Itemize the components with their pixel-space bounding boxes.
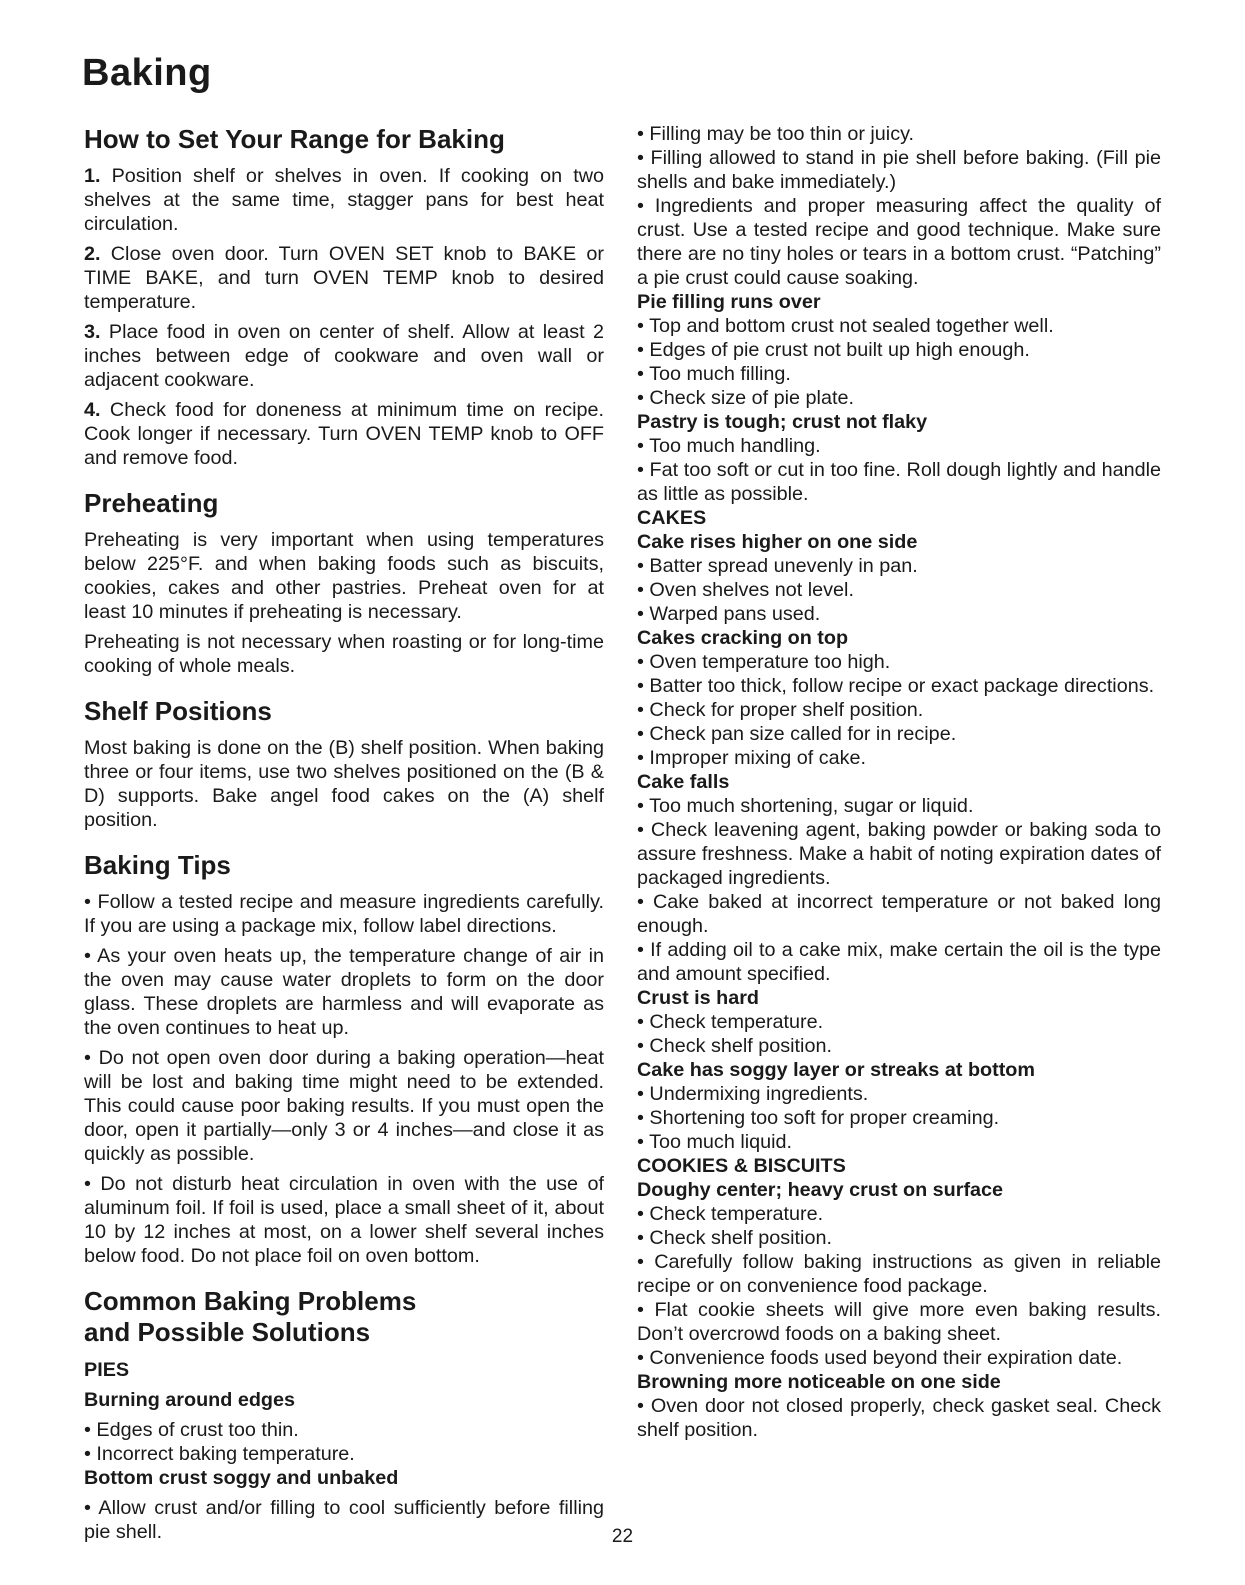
list-item: • Check shelf position. <box>637 1227 832 1249</box>
list-item: • Cake baked at incorrect temperature or not baked long enough. <box>637 891 1161 937</box>
step-4 <box>84 398 604 470</box>
baking-tip: • Do not disturb heat circulation in oven with the use of aluminum foil. If foil is used, place a small sheet of it, about 10 by 12 inches at most, on a lower shelf several inches below food. Do not place foil on oven bottom. <box>84 1173 604 1267</box>
list-item: • Fat too soft or cut in too fine. Roll dough lightly and handle as little as possible. <box>637 459 1161 505</box>
preheating-heading: Preheating <box>84 488 219 518</box>
list-item: • Improper mixing of cake. <box>637 747 867 769</box>
problem-title: Browning more noticeable on one side <box>637 1371 1001 1393</box>
problem-title: Cake falls <box>637 771 730 793</box>
problem-title: Crust is hard <box>637 987 760 1009</box>
bottom-soggy-title: Bottom crust soggy and unbaked <box>84 1467 399 1489</box>
list-item: • Check for proper shelf position. <box>637 699 924 721</box>
set-range-heading: How to Set Your Range for Baking <box>84 124 505 154</box>
step-1 <box>84 164 604 236</box>
list-item: • Edges of crust too thin. <box>84 1419 299 1441</box>
step-number: 1. <box>84 165 101 187</box>
problem-title: Cakes cracking on top <box>637 627 849 649</box>
list-item: • Filling may be too thin or juicy. <box>637 123 915 145</box>
list-item: • Warped pans used. <box>637 603 821 625</box>
baking-tip: • As your oven heats up, the temperature change of air in the oven may cause water droplets to form on the door glass. These droplets are harmless and will evaporate as the oven continues to heat up. <box>84 945 604 1039</box>
list-item: • Top and bottom crust not sealed together well. <box>637 315 1054 337</box>
preheating-paragraph: Preheating is very important when using temperatures below 225°F. and when baking foods such as biscuits, cookies, cakes and other pastries. Preheat oven for at least 10 minutes if preheating is necessary. <box>84 529 604 623</box>
step-text: Position shelf or shelves in oven. If cooking on two shelves at the same time, stagger pans for best heat circulation. <box>84 165 604 235</box>
step-text: Place food in oven on center of shelf. Allow at least 2 inches between edge of cookware and oven wall or adjacent cookware. <box>84 321 604 391</box>
step-2 <box>84 242 604 314</box>
list-item: • Too much liquid. <box>637 1131 793 1153</box>
problem-title: Cake has soggy layer or streaks at bottom <box>637 1059 1035 1081</box>
baking-tip: • Do not open oven door during a baking operation—heat will be lost and baking time might need to be extended. This could cause poor baking results. If you must open the door, open it partially—only 3 or 4 inches—and close it as quickly as possible. <box>84 1047 604 1165</box>
step-number: 3. <box>84 321 101 343</box>
baking-tips-heading: Baking Tips <box>84 850 231 880</box>
shelf-positions-heading: Shelf Positions <box>84 696 272 726</box>
step-number: 4. <box>84 399 101 421</box>
list-item: • Shortening too soft for proper creaming. <box>637 1107 1000 1129</box>
step-text: Close oven door. Turn OVEN SET knob to BAKE or TIME BAKE, and turn OVEN TEMP knob to desired temperature. <box>84 243 604 313</box>
problems-heading-line: Common Baking Problems <box>84 1286 417 1316</box>
list-item: • Oven door not closed properly, check gasket seal. Check shelf position. <box>637 1395 1161 1441</box>
problem-title: Pie filling runs over <box>637 291 821 313</box>
list-item: • Too much filling. <box>637 363 791 385</box>
right-column <box>637 122 1161 1442</box>
list-item: • Edges of pie crust not built up high enough. <box>637 339 1030 361</box>
page-number: 22 <box>611 1526 634 1547</box>
shelf-positions-text: Most baking is done on the (B) shelf position. When baking three or four items, use two shelves positioned on the (B & D) supports. Bake angel food cakes on the (A) shelf position. <box>84 737 604 831</box>
list-item: • Convenience foods used beyond their expiration date. <box>637 1347 1123 1369</box>
list-item: • If adding oil to a cake mix, make certain the oil is the type and amount specified. <box>637 939 1161 985</box>
left-column <box>84 122 604 1544</box>
page-title: Baking <box>82 52 212 94</box>
list-item: • Undermixing ingredients. <box>637 1083 869 1105</box>
list-item: • Batter too thick, follow recipe or exact package directions. <box>637 675 1155 697</box>
pies-label: PIES <box>84 1359 130 1381</box>
preheating-paragraph: Preheating is not necessary when roasting or for long-time cooking of whole meals. <box>84 631 604 677</box>
list-item: • Batter spread unevenly in pan. <box>637 555 918 577</box>
list-item: • Oven temperature too high. <box>637 651 891 673</box>
list-item: • Too much handling. <box>637 435 821 457</box>
list-item: • Check shelf position. <box>637 1035 832 1057</box>
problems-heading-line: and Possible Solutions <box>84 1317 371 1347</box>
list-item: • Incorrect baking temperature. <box>84 1443 355 1465</box>
step-number: 2. <box>84 243 101 265</box>
problems-heading <box>84 1286 604 1348</box>
problem-title: Doughy center; heavy crust on surface <box>637 1179 1004 1201</box>
problem-title: Cake rises higher on one side <box>637 531 918 553</box>
list-item: • Filling allowed to stand in pie shell before baking. (Fill pie shells and bake immediately.) <box>637 147 1161 193</box>
baking-tip: • Follow a tested recipe and measure ingredients carefully. If you are using a package mix, follow label directions. <box>84 891 604 937</box>
list-item: • Check temperature. <box>637 1203 824 1225</box>
step-text: Check food for doneness at minimum time on recipe. Cook longer if necessary. Turn OVEN TEMP knob to OFF and remove food. <box>84 399 604 469</box>
list-item: • Check size of pie plate. <box>637 387 854 409</box>
list-item: • Carefully follow baking instructions as given in reliable recipe or on convenience food package. <box>637 1251 1161 1297</box>
list-item: • Flat cookie sheets will give more even baking results. Don’t overcrowd foods on a baking sheet. <box>637 1299 1161 1345</box>
list-item: • Allow crust and/or filling to cool sufficiently before filling pie shell. <box>84 1497 604 1543</box>
cookies-label: COOKIES & BISCUITS <box>637 1155 846 1177</box>
list-item: • Too much shortening, sugar or liquid. <box>637 795 974 817</box>
list-item: • Oven shelves not level. <box>637 579 854 601</box>
step-3 <box>84 320 604 392</box>
problem-title: Pastry is tough; crust not flaky <box>637 411 928 433</box>
list-item: • Ingredients and proper measuring affect the quality of crust. Use a tested recipe and good technique. Make sure there are no tiny holes or tears in a bottom crust. “Patching” a pie crust could cause soaking. <box>637 195 1161 289</box>
list-item: • Check temperature. <box>637 1011 824 1033</box>
cakes-label: CAKES <box>637 507 707 529</box>
list-item: • Check pan size called for in recipe. <box>637 723 957 745</box>
list-item: • Check leavening agent, baking powder or baking soda to assure freshness. Make a habit of noting expiration dates of packaged ingredients. <box>637 819 1161 889</box>
burning-title: Burning around edges <box>84 1389 296 1411</box>
